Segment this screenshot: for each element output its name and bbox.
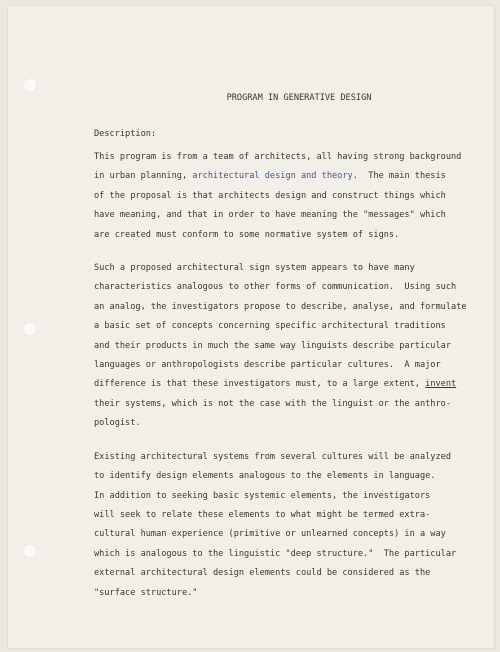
text-line [94, 375, 464, 394]
text-segment: are created must conform to some normative system of signs. [94, 229, 400, 240]
text-segment: In addition to seeking basic systemic elements, the investigators [94, 490, 431, 501]
text-line [94, 448, 464, 467]
punch-hole-middle [23, 322, 37, 336]
text-line [94, 525, 464, 544]
text-segment: and their products in much the same way linguists describe particular [94, 340, 451, 351]
text-segment: characteristics analogous to other forms of communication. Using such [94, 282, 457, 293]
text-segment: pologist. [94, 418, 141, 429]
paragraphs-container [94, 148, 467, 603]
text-line [94, 467, 464, 486]
text-segment: languages or anthropologists describe particular cultures. A major [94, 360, 441, 371]
text-segment: . The main thesis [352, 171, 446, 182]
text-segment: their systems, which is not the case with the linguist or the anthro- [94, 398, 451, 409]
text-segment: Existing architectural systems from several cultures will be analyzed [94, 451, 451, 462]
text-segment: to identify design elements analogous to the elements in language. [94, 471, 436, 482]
text-segment: an analog, the investigators propose to describe, analyse, and formulate [94, 301, 467, 312]
text-segment: difference is that these investigators must, to a large extent, [94, 379, 426, 390]
text-line [94, 414, 464, 433]
paragraph-2 [94, 259, 467, 434]
text-line [94, 206, 464, 225]
text-segment: of the proposal is that architects design and construct things which [94, 190, 446, 201]
text-segment: cultural human experience (primitive or unlearned concepts) in a way [94, 529, 446, 540]
text-segment: This program is from a team of architects, all having strong background [94, 152, 462, 162]
text-segment: Such a proposed architectural sign system appears to have many [94, 263, 415, 274]
text-line [94, 226, 464, 245]
highlighted-phrase: architectural design and theory [192, 171, 353, 182]
text-segment: external architectural design elements could be considered as the [94, 568, 431, 579]
paragraph-3 [94, 448, 464, 603]
text-segment: in urban planning, [94, 171, 193, 182]
text-segment: have meaning, and that in order to have meaning the "messages" which [94, 210, 446, 221]
text-segment: will seek to relate these elements to what might be termed extra- [94, 509, 431, 520]
text-line [94, 317, 464, 336]
text-line [94, 395, 464, 414]
paragraph-1 [94, 148, 464, 245]
text-line [94, 278, 464, 297]
text-segment: a basic set of concepts concerning specific architectural traditions [94, 321, 446, 332]
text-line [94, 148, 464, 167]
text-line [94, 337, 464, 356]
text-line [94, 356, 464, 375]
text-segment: which is analogous to the linguistic "deep structure." The particular [94, 548, 457, 559]
text-line [94, 487, 464, 506]
text-segment: "surface structure." [94, 587, 198, 598]
text-line [94, 584, 464, 603]
description-label: Description: [94, 129, 157, 139]
text-line [94, 187, 464, 206]
text-line [94, 506, 464, 525]
text-line [94, 564, 464, 583]
punch-hole-bottom [23, 544, 37, 558]
underlined-word: invent [425, 379, 457, 390]
punch-hole-top [23, 78, 37, 92]
text-line [94, 167, 464, 186]
document-body [94, 92, 467, 617]
text-line [94, 545, 464, 564]
document-title: PROGRAM IN GENERATIVE DESIGN [226, 93, 372, 103]
text-line [94, 298, 467, 317]
text-line [94, 259, 464, 278]
